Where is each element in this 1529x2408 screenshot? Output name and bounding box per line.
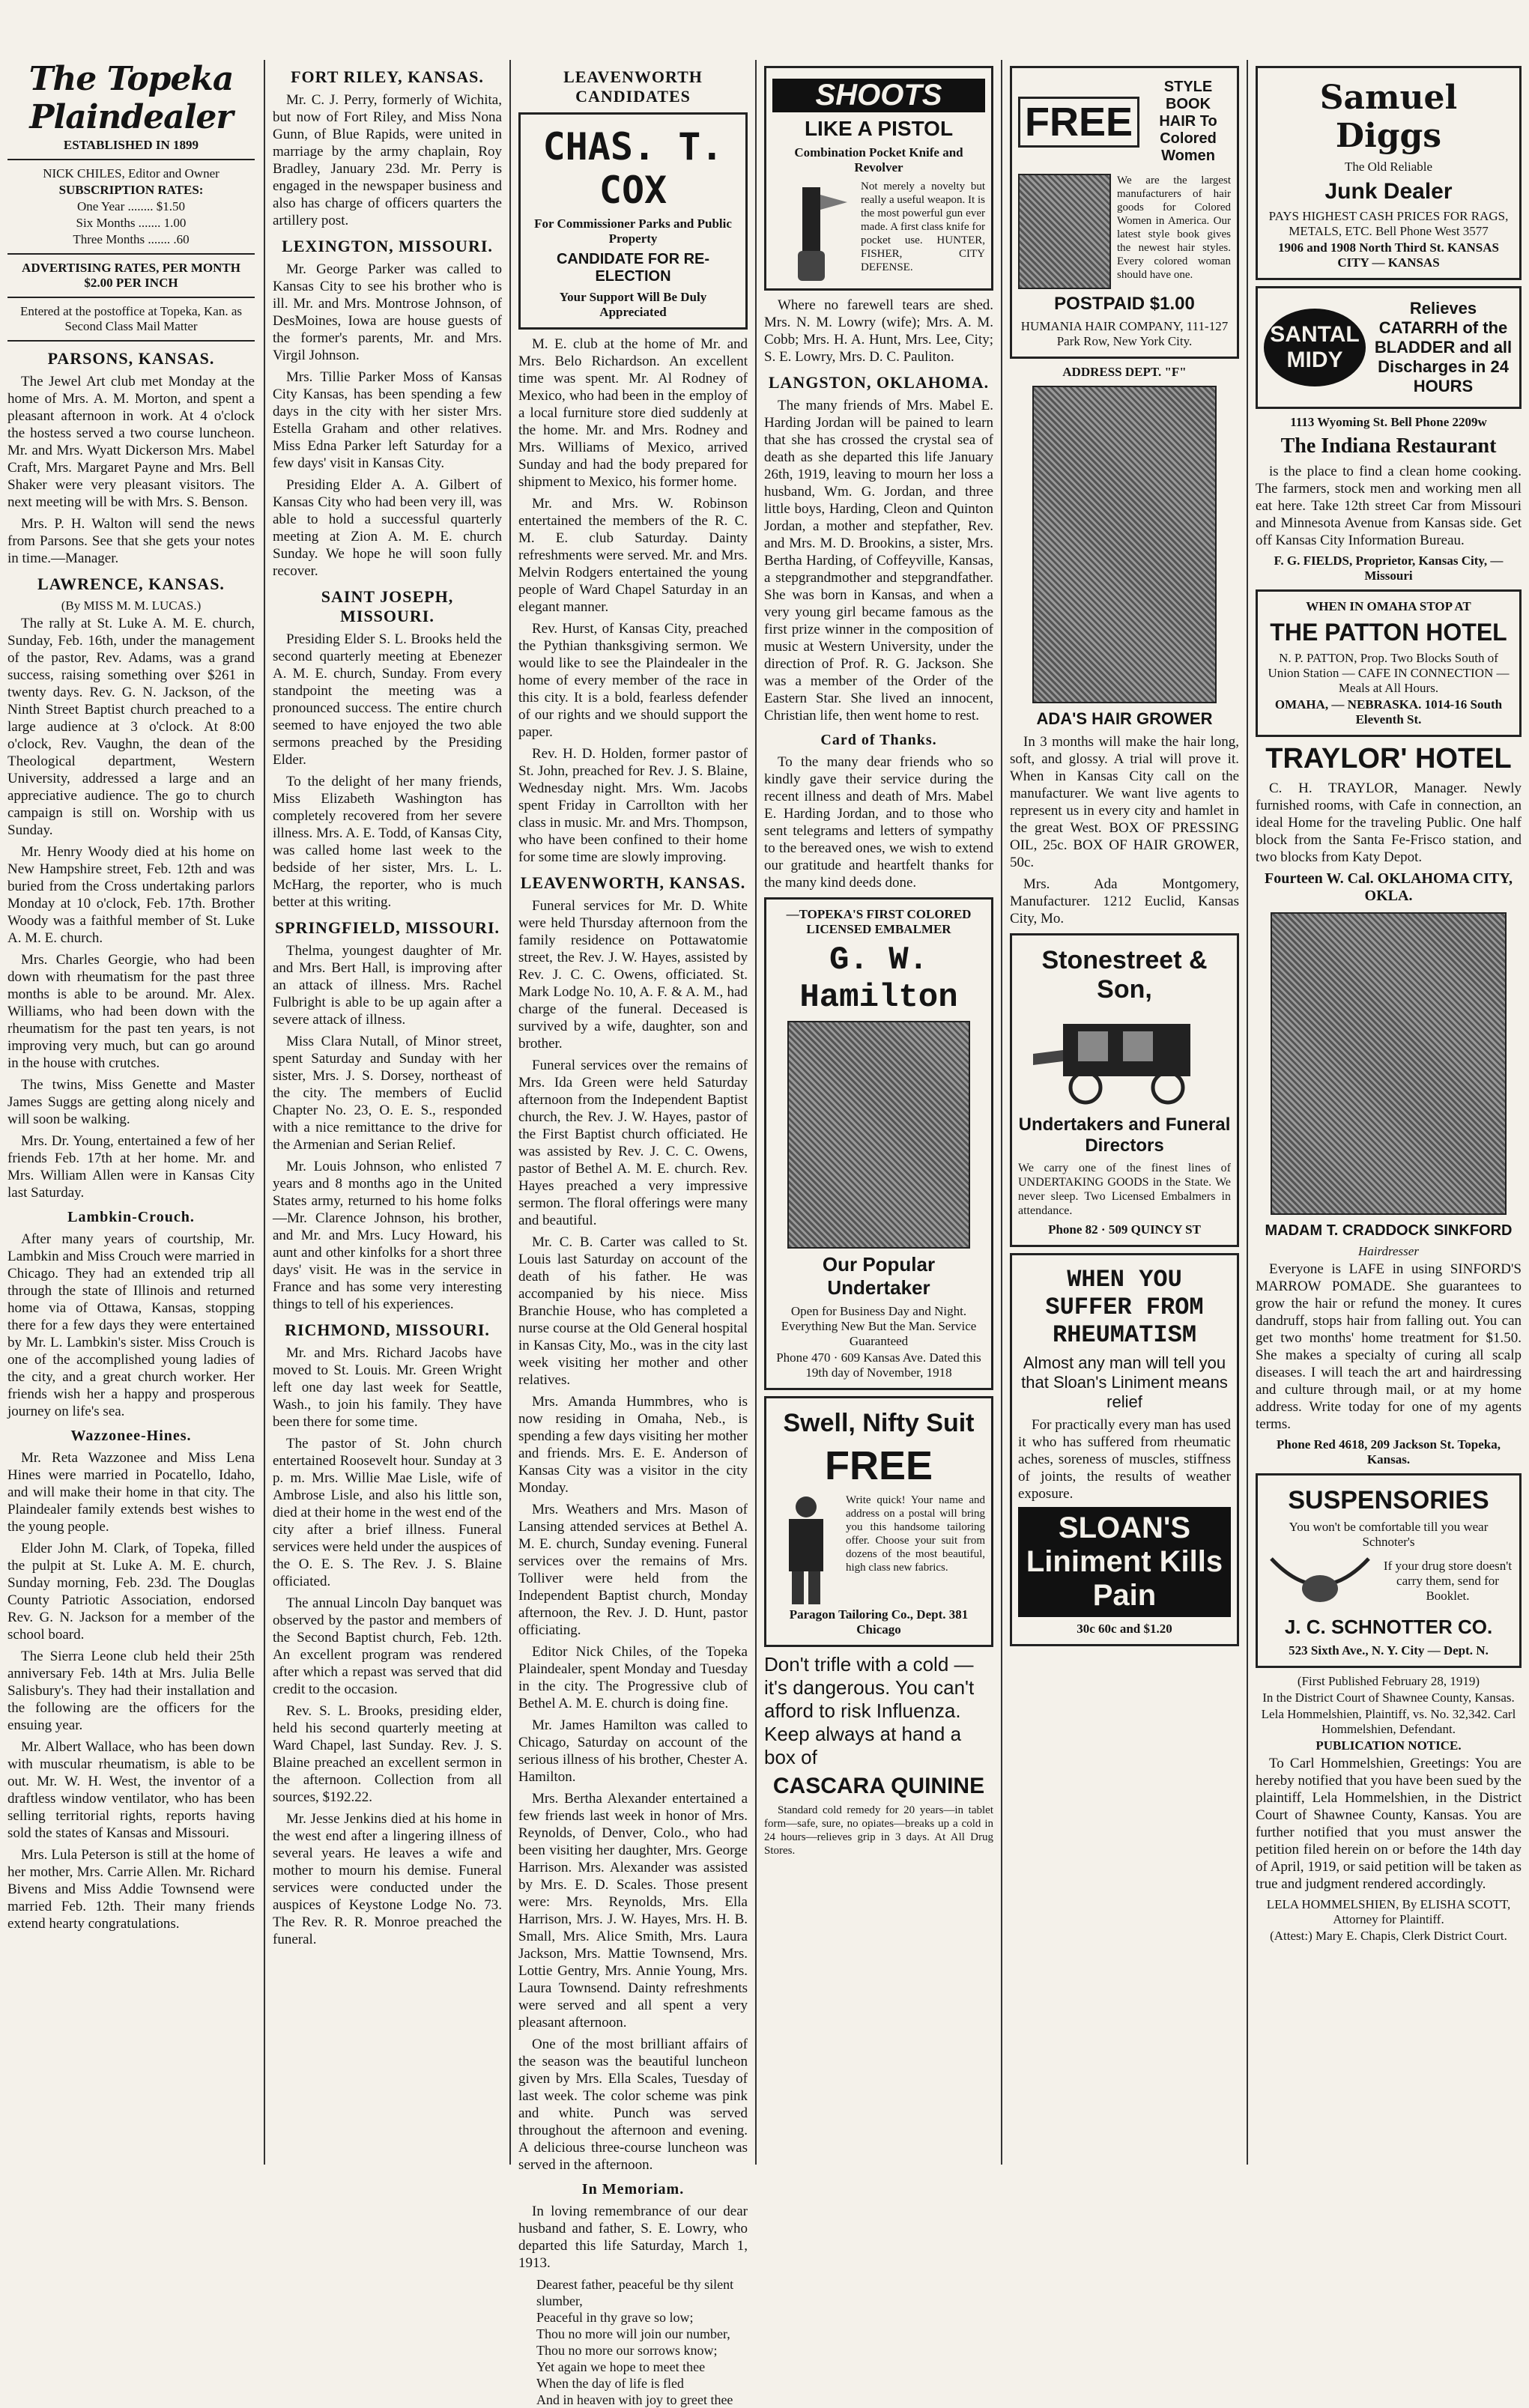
indiana-phone: 1113 Wyoming St. Bell Phone 2209w <box>1290 415 1487 429</box>
memorial-poem <box>518 2276 748 2408</box>
diggs-body: PAYS HIGHEST CASH PRICES FOR RAGS, METALS, ETC. Bell Phone West 3577 <box>1268 209 1509 238</box>
woman-long-hair-photo <box>1032 386 1217 703</box>
ad-santal-midy <box>1256 286 1522 409</box>
column-1 <box>0 60 262 2165</box>
undertakers-title: Undertakers and Funeral Directors <box>1018 1114 1231 1156</box>
rate-line: One Year ........ $1.50 <box>76 199 186 213</box>
article-richmond: The annual Lincoln Day banquet was observed by the pastor and members of the Second Baptist church, Feb. 12th. An excellent program was rendered after which a repast was served that did credit to the occasion. <box>273 1595 502 1697</box>
ada-body: In 3 months will make the hair long, soft, and glossy. A trial will prove it. When in Kansas City call on the manufacturer. We want live agents to represent us in every city and hamlet in the great West. BOX OF PRESSING OIL, 25c. BOX OF HAIR GROWER, 50c. <box>1010 734 1239 870</box>
sinkford-phone: Phone Red 4618, 209 Jackson St. Topeka, Kansas. <box>1277 1437 1501 1467</box>
cox-name: CHAS. T. COX <box>542 125 724 212</box>
article-lexington: Mrs. Tillie Parker Moss of Kansas City Kansas, has been spending a few days in the city with her sister Mrs. Estella Graham and other relatives. Miss Edna Parker left Saturday for a few days' visit in Kansas City. <box>273 369 502 471</box>
embalmer-name: G. W. Hamilton <box>799 941 958 1016</box>
patton-address: OMAHA, — NEBRASKA. 1014-16 South Eleventh St. <box>1274 697 1503 727</box>
free-body: We are the largest manufacturers of hair goods for Colored Women in America. Our latest style book gives the newest hair styles. Every colored woman should have one. <box>1117 175 1231 281</box>
indiana-owner: F. G. FIELDS, Proprietor, Kansas City, — Missouri <box>1274 554 1504 583</box>
article-richmond: Mr. Jesse Jenkins died at his home in the west end after a lingering illness of several years. He leaves a wife and mother to mourn his demise. Funeral services were conducted under the auspices of Keystone Lodge No. 73. The Rev. R. R. Monroe preached the funeral. <box>273 1811 502 1947</box>
suspensories-sub: You won't be comfortable till you wear Schnoter's <box>1289 1520 1489 1549</box>
article-richmond: The pastor of St. John church entertained Roosevelt hour. Sunday at 3 p. m. Mrs. Willie Mae Lisle, wife of Ambrose Lisle, and also his little son, died at their home in the west end of the city after a brief illness. Funeral services were held under the auspices of the O. E. S. The Rev. J. S. Blaine officiated. <box>273 1436 502 1589</box>
rheumatism-head: WHEN YOU SUFFER FROM RHEUMATISM <box>1045 1266 1204 1349</box>
article-fort-riley: Mr. C. J. Perry, formerly of Wichita, but now of Fort Riley, and Miss Nona Gunn, of Blue Rapids, were united in marriage by the army chaplain, Roy Bradley, January 23d. Mr. Perry is engaged in the newspaper business and also has charge of officers quarters the artillery post. <box>273 92 502 228</box>
traylor-name: TRAYLOR' HOTEL <box>1265 743 1512 774</box>
article-langston: The many friends of Mrs. Mabel E. Harding Jordan will be pained to learn that she has crossed the crystal sea of death as she departed this life January 26th, 1919, leaving to mourn her loss a husband, Wm. G. Jordan, and three little boys, Harding, Cleon and Quinton Jordan, a mother and stepfather, Rev. and Mrs. M. D. Brookins, a sister, Mrs. Bertha Harding, of Coffeyville, Kansas, a stepgrandmother and stepgrandfather. She was born in Kansas, and when a very young girl became famous as the first prize winner in the composition of music at Western University, under the direction of Prof. R. G. Jackson. She was a member of the Order of the Eastern Star. She lived an innocent, Christian life, then went home to rest. <box>764 398 993 724</box>
suspensory-icon <box>1264 1551 1376 1611</box>
ad-samuel-diggs <box>1256 66 1522 280</box>
ad-patton-hotel <box>1256 589 1522 737</box>
article-lambkin: After many years of courtship, Mr. Lambkin and Miss Crouch were married in Chicago. They had an extended trip all through the state of Illinois and returned home via of Ottawa, Kansas, stopping there for a few days they were entertained by Mr. L. Lambkin's sister. Miss Crouch is one of the accomplished young ladies of the city, and a great church worker. Her friends wish her a happy and prosperous journey on life's sea. <box>7 1231 255 1419</box>
article-springfield: Thelma, youngest daughter of Mr. and Mrs. Bert Hall, is improving after an attack of illness. Mrs. Rachel Fulbright is able to be up again after a severe attack of illness. <box>273 943 502 1028</box>
suspensories-head: SUSPENSORIES <box>1288 1486 1489 1514</box>
indiana-body: is the place to find a clean home cooking. The farmers, stock men and working men all eat here. Take 12th street Car from Missouri and Minnesota Avenue from Kansas side. Get off Kansas City Information Bureau. <box>1256 464 1522 548</box>
rate-line: Six Months ....... 1.00 <box>76 216 187 230</box>
undertaker-open: Open for Business Day and Night. Everything New But the Man. Service Guaranteed <box>781 1304 977 1348</box>
article-saint-joseph: Presiding Elder S. L. Brooks held the second quarterly meeting at Ebenezer A. M. E. church, Sunday. From every standpoint the meeting was a pronounced success. The entire church seemed to have enjoyed the two able sermons preached by the Presiding Elder. <box>273 631 502 768</box>
shoots-body: Not merely a novelty but really a useful weapon. It is the most powerful gun ever made. A first class knife for pocket use. HUNTER, FISHER, CITY DEFENSE. <box>861 181 985 273</box>
article-lawrence: Mrs. Dr. Young, entertained a few of her friends Feb. 17th at her home. Mr. and Mrs. William Allen were in Kansas City last Saturday. <box>7 1133 255 1201</box>
cascara-body: Standard cold remedy for 20 years—in tablet form—safe, sure, no opiates—breaks up a cold in 24 hours—relieves grip in 3 days. At All Drug Stores. <box>764 1804 993 1857</box>
subscription-rates-head: SUBSCRIPTION RATES: <box>58 183 204 197</box>
article-richmond: Rev. S. L. Brooks, presiding elder, held his second quarterly meeting at Ward Chapel, last Sunday. Rev. J. S. Blaine preached an excellent sermon in the afternoon. Collection from all sources, $192.22. <box>273 1703 502 1805</box>
heading-lawrence: LAWRENCE, KANSAS. <box>37 574 225 593</box>
article-lexington: Presiding Elder A. A. Gilbert of Kansas City who had been very ill, was able to hold a successful quarterly meeting at Zion A. M. E. church Sunday. We hope he will soon fully recover. <box>273 477 502 579</box>
pub-signature: LELA HOMMELSHIEN, By ELISHA SCOTT, Attorney for Plaintiff. <box>1266 1897 1511 1926</box>
suspensories-body: If your drug store doesn't carry them, send for Booklet. <box>1383 1559 1513 1603</box>
pub-case: Lela Hommelshien, Plaintiff, vs. No. 32,342. Carl Hommelshien, Defendant. <box>1261 1707 1516 1736</box>
article-leavenworth: Funeral services for Mr. D. White were held Thursday afternoon from the family residence on Pottawatomie street, the Rev. J. W. Hayes, assisted by Rev. J. C. C. Owens, officiated. St. Mark Lodge No. 10, A. F. & A. M., had charge of the funeral. Deceased is survived by a wife, daughter, son and brother. <box>518 898 748 1052</box>
article-leavenworth: Mrs. Amanda Hummbres, who is now residing in Omaha, Neb., is spending a few days visiting her mother and friends. Mrs. E. E. Anderson of Kansas City was a visitor in the city Monday. <box>518 1394 748 1496</box>
pub-attest: (Attest:) Mary E. Chapis, Clerk District Court. <box>1270 1929 1507 1943</box>
shoots-sub: LIKE A PISTOL <box>804 117 954 140</box>
byline: (By MISS M. M. LUCAS.) <box>61 598 202 613</box>
heading-saint-joseph: SAINT JOSEPH, MISSOURI. <box>321 587 454 625</box>
article-leavenworth: Mrs. Weathers and Mrs. Mason of Lansing attended services at Bethel A. M. E. church, Sunday evening. Funeral services over the remains of Mrs. Tolliver were held from the Independent Baptist church, Monday afternoon, the Rev. J. D. Hunt, pastor officiating. <box>518 1502 748 1638</box>
article-leavenworth: One of the most brilliant affairs of the season was the beautiful luncheon given by Mrs. Ella Scales, Tuesday of last week. The color scheme was pink and white. Punch was served throughout the afternoon and evening. A delicious three-course luncheon was served in the afternoon. <box>518 2037 748 2173</box>
ad-shoots-like-a-pistol <box>764 66 993 291</box>
poem-line: Peaceful in thy grave so low; <box>536 2310 694 2325</box>
hairpiece-photo <box>1018 174 1111 289</box>
cox-support: Your Support Will Be Duly Appreciated <box>559 290 707 319</box>
article-leavenworth: Funeral services over the remains of Mrs. Ida Green were held Saturday afternoon from the Independent Baptist church, the Rev. J. W. Hayes, pastor of the First Baptist church officiated. He was assisted by Rev. J. C. C. Owens, pastor of Bethel A. M. E. church. Rev. Hayes preached a very impressive sermon. The floral offerings were many and beautiful. <box>518 1058 748 1228</box>
ad-suspensories <box>1256 1473 1522 1668</box>
article-parsons-note: Mrs. P. H. Walton will send the news from Parsons. See that she gets your notes in time.—Manager. <box>7 516 255 566</box>
rheumatism-sub: Almost any man will tell you that Sloan's Liniment means relief <box>1021 1353 1228 1411</box>
cox-office: For Commissioner Parks and Public Property <box>534 216 732 246</box>
article-parsons: The Jewel Art club met Monday at the home of Mrs. A. M. Morton, and spent a pleasant afternoon in work. At 4 o'clock the hostess served a two course luncheon. Mr. and Mrs. Wyatt Dickerson Mrs. Mabel Craft, Mrs. Margaret Payne and Mrs. Bell Shaker were very pleasant visitors. The next meeting will be with Mrs. S. Benson. <box>7 374 255 510</box>
style-book: STYLE BOOK HAIR To Colored Women <box>1159 79 1217 164</box>
ad-chas-cox <box>518 112 748 330</box>
heading-parsons: PARSONS, KANSAS. <box>47 349 215 368</box>
rate-line: Three Months ....... .60 <box>73 232 190 246</box>
masthead-established: ESTABLISHED IN 1899 <box>63 138 199 152</box>
portrait-photo <box>787 1021 970 1249</box>
indiana-head: The Indiana Restaurant <box>1280 434 1497 458</box>
heading-langston: LANGSTON, OKLAHOMA. <box>768 373 990 392</box>
traylor-body: C. H. TRAYLOR, Manager. Newly furnished rooms, with Cafe in connection, an ideal Home for the traveling Public. One half block from the Santa Fe-Frisco station, and two blocks from Katy Depot. <box>1256 780 1522 865</box>
poem-line: When the day of life is fled <box>536 2376 684 2391</box>
schnotter-address: 523 Sixth Ave., N. Y. City — Dept. N. <box>1289 1643 1489 1658</box>
column-6 <box>1248 60 1529 2165</box>
heading-leavenworth-candidates: LEAVENWORTH CANDIDATES <box>563 67 703 106</box>
stonestreet-name: Stonestreet & Son, <box>1041 946 1208 1004</box>
masthead-title: The Topeka Plaindealer <box>28 60 234 136</box>
diggs-sub: The Old Reliable <box>1344 160 1433 174</box>
schnotter-name: J. C. SCHNOTTER CO. <box>1284 1616 1493 1638</box>
suit-head: Swell, Nifty Suit <box>783 1409 975 1437</box>
sinkford-title: Hairdresser <box>1358 1244 1419 1258</box>
sinkford-body: Everyone is LAFE in using SINFORD'S MARROW POMADE. She guarantees to grow the hair or refund the money. It cures dandruff, stops hair from falling out. You can get two months' home treatment for $1.50. She makes a specialty of curing all scalp diseases. I will teach the art and hairdressing and culture through mail, or at my home address. Write today for one of my agents terms. <box>1256 1261 1522 1432</box>
cold-warning: Don't trifle with a cold —it's dangerous. You can't afford to risk Influenza. Keep always at hand a box of <box>764 1653 975 1768</box>
poem-line: Dearest father, peaceful be thy silent slumber, <box>536 2277 734 2308</box>
poem-line: And in heaven with joy to greet thee <box>536 2392 733 2407</box>
sloans-logo: SLOAN'S Liniment Kills Pain <box>1018 1507 1231 1617</box>
ad-hamilton-undertaker <box>764 897 993 1390</box>
article-wazzonee: Mrs. Lula Peterson is still at the home of her mother, Mrs. Carrie Allen. Mr. Richard Bivens and Miss Addie Townsend were married Feb. 12th. Their many friends extend hearty congratulations. <box>7 1847 255 1932</box>
article-lawrence: Mrs. Charles Georgie, who had been down with rheumatism for the past three months is able to be around. Mr. Alex. Williams, who had been down with the rheumatism for the past ten years, is not improving very much, but can go around in the house with crutches. <box>7 952 255 1071</box>
undertaker-head: Our Popular Undertaker <box>822 1253 936 1299</box>
embalmer-line: —TOPEKA'S FIRST COLORED LICENSED EMBALMER <box>786 907 972 936</box>
patton-name: THE PATTON HOTEL <box>1270 619 1507 646</box>
patton-body: N. P. PATTON, Prop. Two Blocks South of Union Station — CAFE IN CONNECTION — Meals at All Hours. <box>1268 651 1510 695</box>
undertaker-address: Phone 470 · 609 Kansas Ave. Dated this 19th day of November, 1918 <box>776 1350 981 1380</box>
pub-first: (First Published February 28, 1919) <box>1297 1674 1480 1688</box>
humania-address: HUMANIA HAIR COMPANY, 111-127 Park Row, New York City. <box>1020 319 1229 348</box>
shoots-line: Combination Pocket Knife and Revolver <box>794 145 963 175</box>
santal-body: Relieves CATARRH of the BLADDER and all Discharges in 24 HOURS <box>1374 299 1513 395</box>
column-5 <box>1002 60 1247 2165</box>
sloans-price: 30c 60c and $1.20 <box>1077 1622 1172 1636</box>
entered-notice: Entered at the postoffice at Topeka, Kan. as Second Class Mail Matter <box>19 304 243 333</box>
advertising-rates: ADVERTISING RATES, PER MONTH $2.00 PER INCH <box>22 261 240 290</box>
pub-head: PUBLICATION NOTICE. <box>1315 1738 1462 1753</box>
article-springfield: Mr. Louis Johnson, who enlisted 7 years and 8 months ago in the United States army, returned to his home folks—Mr. Clarence Johnson, his brother, and Mr. and Mrs. Lucy Howard, his aunt and other kinfolks for a short three days' visit. He was in the service in France and has some very interesting things to tell of his experiences. <box>273 1159 502 1312</box>
suit-footer: Paragon Tailoring Co., Dept. 381 Chicago <box>789 1607 969 1637</box>
diggs-address: 1906 and 1908 North Third St. KANSAS CITY — KANSAS <box>1278 240 1499 270</box>
man-in-suit-icon <box>772 1493 840 1606</box>
article-wazzonee: Elder John M. Clark, of Topeka, filled the pulpit at St. Luke A. M. E. church, Sunday morning, Feb. 23d. The Douglas County Patriotic Association, endorsed Rev. G. N. Jackson for a member of the school board. <box>7 1541 255 1643</box>
pistol-knife-icon <box>772 180 855 285</box>
article-saint-joseph: To the delight of her many friends, Miss Elizabeth Washington has completely recovered from her severe illness. Mrs. A. E. Todd, of Kansas City, was called home last week to the bedside of her sister, Mrs. L. L. McHarg, the reporter, who is much better at this writing. <box>273 774 502 910</box>
heading-fort-riley: FORT RILEY, KANSAS. <box>291 67 484 86</box>
rheumatism-body: For practically every man has used it who has suffered from rheumatic aches, soreness of muscles, stiffness of joints, the results of weather exposure. <box>1018 1417 1231 1502</box>
article-lexington: Mr. George Parker was called to Kansas City to see his brother who is ill. Mr. and Mrs. Montrose Johnson, of DesMoines, Iowa are house guests of the former's parents, Mr. and Mrs. Virgil Johnson. <box>273 261 502 363</box>
heading-wazzonee: Wazzonee-Hines. <box>70 1428 192 1444</box>
suit-body: Write quick! Your name and address on a postal will bring you this handsome tailoring offer. Choose your suit from dozens of the most beautiful, high class new fabrics. <box>846 1494 985 1574</box>
ada-head: ADA'S HAIR GROWER <box>1036 709 1213 728</box>
poem-line: Thou no more will join our number, <box>536 2326 730 2341</box>
pub-body: To Carl Hommelshien, Greetings: You are hereby notified that you have been sued by the plaintiff, Lela Hommelshien, in the District Court of Shawnee County, Kansas. You are further notified that you must answer the petition filed herein on or before the 14th day of April, 1919, or said petition will be taken as true and judgment rendered accordingly. <box>1256 1756 1522 1892</box>
article-leavenworth: Editor Nick Chiles, of the Topeka Plaindealer, spent Monday and Tuesday in the city. The Progressive club of Bethel A. M. E. church is doing fine. <box>518 1644 748 1711</box>
article-leavenworth: Mr. James Hamilton was called to Chicago, Saturday on account of the serious illness of his brother, Chester A. Hamilton. <box>518 1717 748 1785</box>
stonestreet-body: We carry one of the finest lines of UNDERTAKING GOODS in the State. We never sleep. Two Licensed Embalmers in attendance. <box>1018 1162 1231 1217</box>
masthead <box>7 60 255 342</box>
traylor-address: Fourteen W. Cal. OKLAHOMA CITY, OKLA. <box>1265 870 1513 904</box>
article-wazzonee: Mr. Reta Wazzonee and Miss Lena Hines were married in Pocatello, Idaho, and will make their home in that city. The Plaindealer family extends best wishes to the young people. <box>7 1450 255 1535</box>
article-springfield: Miss Clara Nutall, of Minor street, spent Saturday and Sunday with her sister, Mrs. J. S. Dorsey, northeast of the city. The members of Euclid Chapter No. 23, O. E. S., responded with a nice remittance to the drive for the Armenian and Serian Relief. <box>273 1034 502 1153</box>
article-leavenworth-notes: M. E. club at the home of Mr. and Mrs. Belo Richardson. An excellent time was spent. Mr. Al Rodney of Mexico, who had been in the employ of a local furniture store died suddenly at the home. Mr. and Mrs. Rodney and Mrs. Williams of Mexico, arrived Sunday and had the body prepared for shipment to Mexico, his former home. <box>518 336 748 490</box>
heading-richmond: RICHMOND, MISSOURI. <box>285 1320 490 1339</box>
column-2 <box>265 60 509 2165</box>
postpaid-price: POSTPAID $1.00 <box>1054 294 1195 314</box>
sinkford-name: MADAM T. CRADDOCK SINKFORD <box>1265 1222 1513 1239</box>
pub-court: In the District Court of Shawnee County, Kansas. <box>1262 1690 1515 1705</box>
article-leavenworth: Mrs. Bertha Alexander entertained a few friends last week in honor of Mrs. Reynolds, of Denver, Colo., who had been visiting her daughter, Mrs. George Harrison. Mrs. Alexander was assisted by Mrs. E. D. Scales. Those present were: Mrs. Reynolds, Mrs. Ella Harrison, Mrs. J. W. Hayes, Mrs. H. B. Small, Mrs. Alice Smith, Mrs. Laura Jackson, Mrs. Mattie Townsend, Mrs. Lottie Gentry, Mrs. Annie Young, Mrs. Laura Townsend. Dainty refreshments were served and all spent a very pleasant afternoon. <box>518 1791 748 2031</box>
column-3 <box>511 60 755 2407</box>
omaha-line: WHEN IN OMAHA STOP AT <box>1306 599 1471 613</box>
shoots-head: SHOOTS <box>772 79 985 112</box>
ad-stonestreet <box>1010 933 1239 1247</box>
santal-logo: SANTAL MIDY <box>1264 309 1366 386</box>
article-in-memoriam: In loving remembrance of our dear husband and father, S. E. Lowry, who departed this life Saturday, March 1, 1913. <box>518 2204 748 2271</box>
article-leavenworth-notes: Mr. and Mrs. W. Robinson entertained the members of the R. C. M. E. club Saturday. Dainty refreshments were served. Mr. and Mrs. Melvin Rodgers entertained the young people of Ward Chapel Saturday in an elegant manner. <box>518 496 748 615</box>
poem-line: Yet again we hope to meet thee <box>536 2359 706 2374</box>
masthead-editor: NICK CHILES, Editor and Owner <box>43 166 219 181</box>
article-leavenworth-notes: Rev. H. D. Holden, former pastor of St. John, preached for Rev. J. S. Blaine, Wednesday night. Mrs. Wm. Jacobs spent Friday in Carrollton with her class in music. Mr. and Mrs. Thompson, who have been confined to their home for some time are slowly improving. <box>518 746 748 865</box>
article-leavenworth-notes: Rev. Hurst, of Kansas City, preached the Pythian thanksgiving sermon. We would like to see the Plaindealer in the home of every member of the race in this city. It is a bold, fearless defender of our rights and we should support the paper. <box>518 621 748 740</box>
diggs-junk: Junk Dealer <box>1324 179 1453 204</box>
article-wazzonee: Mr. Albert Wallace, who has been down with muscular rheumatism, is able to be out. Mr. W. H. West, the inventor of a draftless window ventilator, who has been selling territorial rights, reports having sold the states of Kansas and Missouri. <box>7 1739 255 1841</box>
poem-line: Thou no more our sorrows know; <box>536 2343 718 2358</box>
article-farewell: Where no farewell tears are shed. Mrs. N. M. Lowry (wife); Mrs. A. M. Cobb; Mrs. H. A. Hunt, Mrs. Lee, City; S. E. Lowry, Mrs. D. C. Pauliton. <box>764 297 993 365</box>
article-leavenworth: Mr. C. B. Carter was called to St. Louis last Saturday on account of the death of his father. He was accompanied by his niece. Miss Branchie House, who has completed a nurse course at the Old General hospital in Kansas City, Mo., was in the city last week visiting her mother and other relatives. <box>518 1234 748 1388</box>
ad-sloans-liniment <box>1010 1253 1239 1646</box>
diggs-name: Samuel Diggs <box>1319 79 1458 155</box>
article-richmond: Mr. and Mrs. Richard Jacobs have moved to St. Louis. Mr. Green Wright left one day last week for Seattle, Wash., to join his family. They have been there for some time. <box>273 1345 502 1430</box>
cox-candidate: CANDIDATE FOR RE-ELECTION <box>556 251 710 285</box>
article-lawrence: The rally at St. Luke A. M. E. church, Sunday, Feb. 16th, under the management of the pastor, Rev. Adams, was a grand success, raising something over $261 in twenty days. Rev. G. N. Jackson, of the Ninth Street Baptist church preached to a large audience at 3 o'clock. At 8:00 o'clock, Rev. Vaughn, the dean of the Theological department, Western University, addressed a large and an appreciative audience. The go to church campaign is still on. Worship with us Sunday. <box>7 616 255 838</box>
article-lawrence: The twins, Miss Genette and Master James Suggs are getting along nicely and will soon be walking. <box>7 1077 255 1127</box>
address-dept: ADDRESS DEPT. "F" <box>1062 365 1187 379</box>
heading-lambkin: Lambkin-Crouch. <box>67 1209 195 1225</box>
article-lawrence: Mr. Henry Woody died at his home on New Hampshire street, Feb. 12th and was buried from the Cross undertaking parlors Monday at 10 o'clock, Feb. 17th. Brother Woody was a faithful member of St. Luke A. M. E. church. <box>7 844 255 946</box>
cascara-quinine: CASCARA QUININE <box>772 1774 985 1798</box>
heading-in-memoriam: In Memoriam. <box>581 2181 685 2198</box>
heading-springfield: SPRINGFIELD, MISSOURI. <box>274 918 500 937</box>
article-card-of-thanks: To the many dear friends who so kindly gave their service during the recent illness and death of Mrs. Mabel E. Harding Jordan, and to those who sent telegrams and letters of sympathy to the bereaved ones, we wish to extend our gratitude and heartfelt thanks for the many kind deeds done. <box>764 754 993 891</box>
free-head: FREE <box>1018 97 1139 148</box>
ad-nifty-suit <box>764 1396 993 1647</box>
ada-manufacturer: Mrs. Ada Montgomery, Manufacturer. 1212 Euclid, Kansas City, Mo. <box>1010 876 1239 926</box>
ad-hair-style-book <box>1010 66 1239 359</box>
heading-leavenworth: LEAVENWORTH, KANSAS. <box>520 873 746 892</box>
woman-portrait-photo <box>1271 912 1507 1215</box>
article-wazzonee: The Sierra Leone club held their 25th anniversary Feb. 14th at Mrs. Julia Belle Salisbury's. They had their installation and the following are the officers for the ensuing year. <box>7 1649 255 1733</box>
hearse-icon <box>1018 1009 1235 1106</box>
suit-free: FREE <box>824 1443 933 1488</box>
stonestreet-phone: Phone 82 · 509 QUINCY ST <box>1048 1222 1201 1237</box>
heading-card-of-thanks: Card of Thanks. <box>820 732 937 748</box>
column-4 <box>757 60 1001 2165</box>
heading-lexington: LEXINGTON, MISSOURI. <box>282 237 493 255</box>
